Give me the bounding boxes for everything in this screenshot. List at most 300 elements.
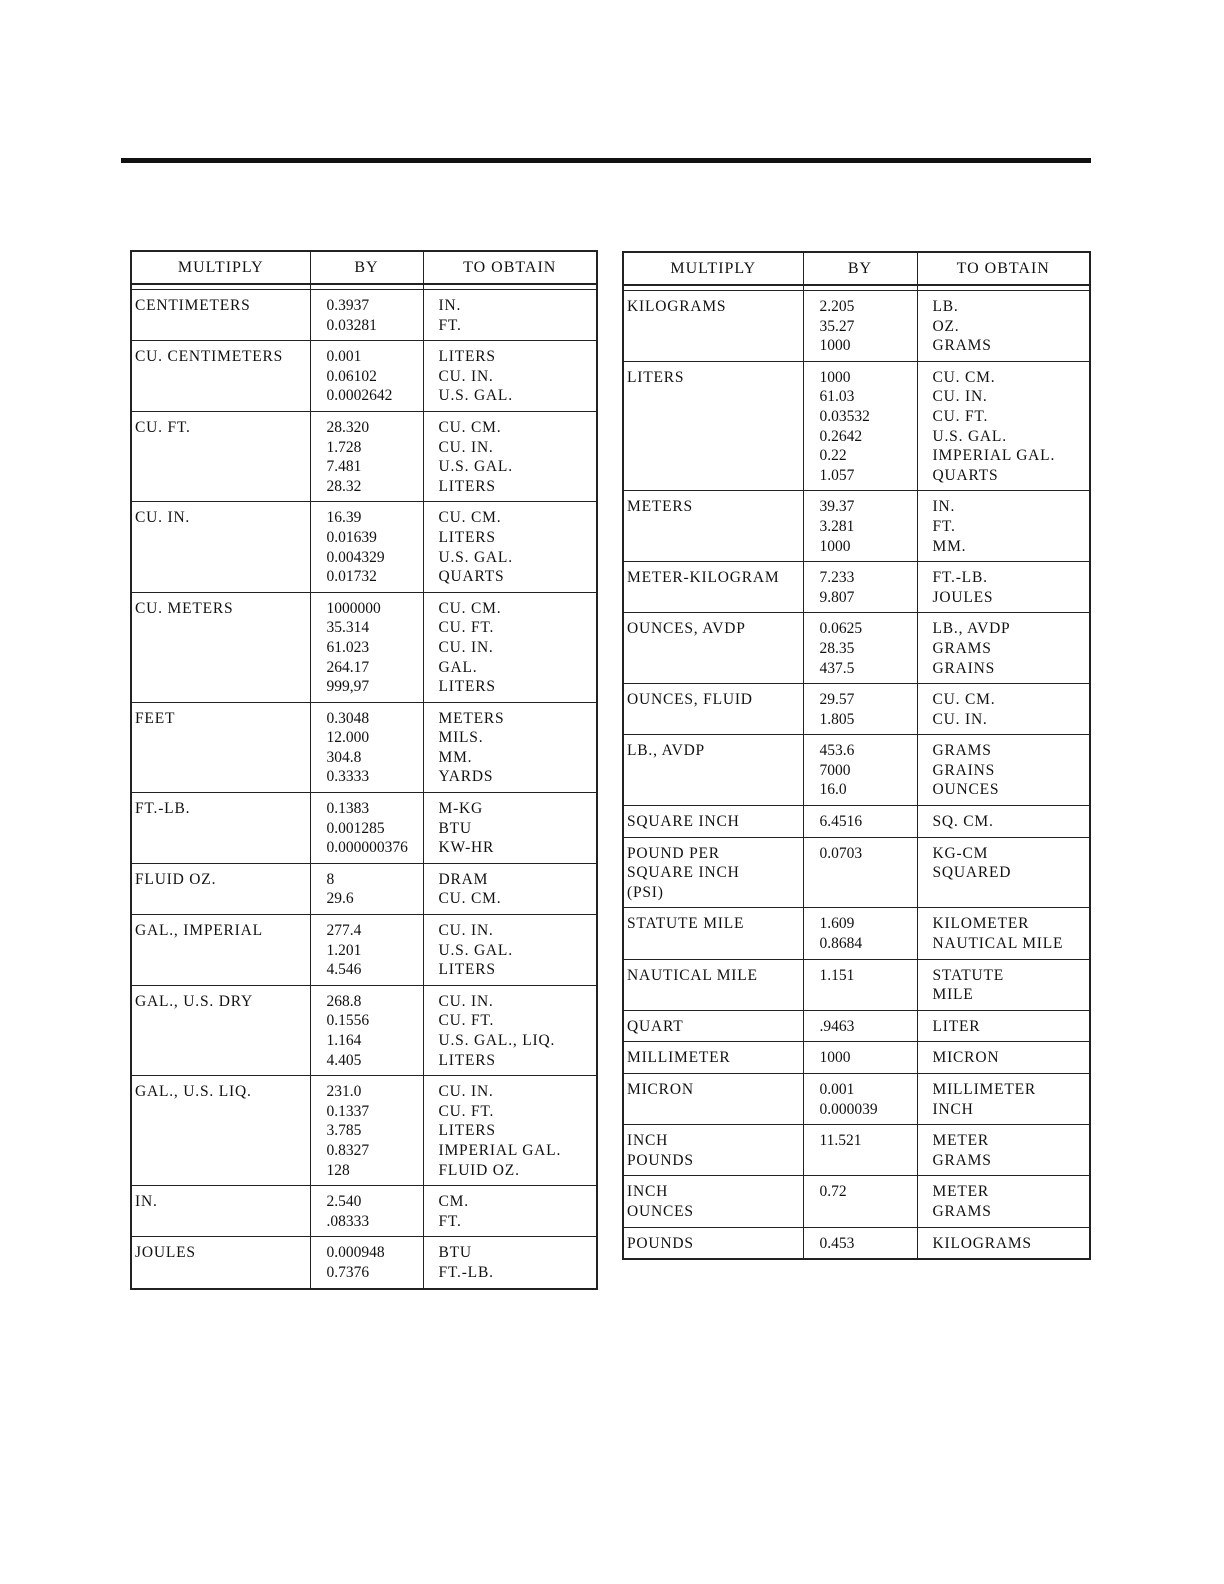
unit-name-cell	[131, 290, 310, 341]
factor-line: 1.609	[819, 915, 855, 933]
factor-line: 0.000000376	[326, 839, 408, 857]
result-unit-cell	[423, 702, 597, 792]
unit-name-line: FT.-LB.	[135, 800, 191, 818]
unit-name-line: SQUARE INCH	[627, 864, 740, 882]
table-row	[623, 959, 1090, 1010]
factor-cell	[310, 985, 423, 1075]
header-to-obtain: TO OBTAIN	[917, 252, 1090, 285]
result-unit-cell	[917, 1125, 1090, 1176]
result-unit-line: CU. IN.	[438, 438, 494, 456]
unit-name-cell	[131, 985, 310, 1075]
unit-name-line: MICRON	[627, 1081, 694, 1098]
table-row	[623, 1227, 1090, 1259]
unit-name-line: GAL., U.S. LIQ.	[135, 1083, 252, 1101]
factor-cell	[803, 1227, 917, 1259]
unit-name-cell	[623, 735, 803, 806]
factor-line: 4.405	[326, 1051, 362, 1069]
factor-cell	[310, 502, 423, 592]
result-unit-line: IN.	[438, 297, 462, 314]
result-unit-line: CU. CM.	[438, 509, 502, 527]
factor-line: 0.001	[326, 348, 362, 366]
factor-cell	[803, 959, 917, 1010]
result-unit-line: METER	[932, 1132, 990, 1150]
result-unit-cell	[917, 837, 1090, 908]
factor-line: 29.57	[819, 691, 855, 709]
factor-cell	[310, 290, 423, 341]
unit-name-line: STATUTE MILE	[627, 915, 745, 933]
result-unit-line: CU. CM.	[932, 368, 996, 386]
result-unit-cell	[917, 1074, 1090, 1125]
header-row	[131, 251, 597, 284]
table-row	[623, 837, 1090, 908]
table-row	[131, 863, 597, 914]
unit-name-line: SQUARE INCH	[627, 813, 740, 831]
table-row	[623, 1176, 1090, 1227]
table-row	[131, 502, 597, 592]
result-unit-line: LITERS	[438, 1051, 496, 1069]
unit-name-line: FLUID OZ.	[135, 870, 217, 888]
header-row	[623, 252, 1090, 285]
result-unit-line: FT.	[438, 1212, 462, 1230]
table-row	[623, 735, 1090, 806]
factor-cell	[310, 702, 423, 792]
factor-line: 28.320	[326, 418, 370, 436]
result-unit-line: GRAMS	[932, 1202, 992, 1220]
factor-line: 4.546	[326, 961, 362, 979]
factor-line: 128	[326, 1161, 350, 1179]
result-unit-line: CU. IN.	[932, 388, 988, 406]
table-row	[131, 985, 597, 1075]
result-unit-line: SQUARED	[932, 864, 1012, 882]
unit-name-cell	[131, 915, 310, 986]
factor-line: 0.001	[819, 1081, 855, 1098]
table-row	[131, 1186, 597, 1237]
result-unit-line: U.S. GAL., LIQ.	[438, 1032, 556, 1049]
result-unit-line: CU. IN.	[438, 367, 494, 385]
unit-name-line: INCH	[627, 1132, 669, 1150]
result-unit-cell	[423, 502, 597, 592]
result-unit-line: GAL.	[438, 658, 478, 676]
factor-line: 39.37	[819, 498, 855, 516]
unit-name-cell	[623, 1010, 803, 1042]
result-unit-line: QUARTS	[932, 466, 999, 484]
result-unit-line: GRAMS	[932, 337, 992, 355]
result-unit-line: MILE	[932, 986, 974, 1004]
unit-name-line: POUNDS	[627, 1234, 694, 1252]
unit-name-cell	[623, 1176, 803, 1227]
unit-name-cell	[623, 684, 803, 735]
factor-line: 1000000	[326, 599, 381, 617]
result-unit-cell	[423, 985, 597, 1075]
result-unit-line: U.S. GAL.	[438, 458, 513, 476]
unit-name-line: CU. IN.	[135, 509, 191, 527]
result-unit-line: CM.	[438, 1193, 469, 1211]
unit-name-cell	[623, 1042, 803, 1074]
factor-cell	[803, 491, 917, 562]
factor-cell	[803, 908, 917, 959]
result-unit-line: CU. CM.	[438, 890, 502, 908]
factor-cell	[310, 592, 423, 702]
unit-name-cell	[623, 562, 803, 613]
unit-name-line: KILOGRAMS	[627, 298, 727, 315]
unit-name-cell	[131, 1076, 310, 1186]
unit-name-line: FEET	[135, 709, 176, 727]
result-unit-line: INCH	[932, 1100, 974, 1118]
unit-name-line: IN.	[135, 1193, 158, 1211]
result-unit-line: IMPERIAL GAL.	[438, 1141, 562, 1159]
result-unit-cell	[917, 735, 1090, 806]
result-unit-line: U.S. GAL.	[438, 941, 513, 959]
factor-line: 0.001285	[326, 819, 385, 837]
result-unit-line: OZ.	[932, 317, 960, 335]
unit-name-cell	[131, 411, 310, 501]
result-unit-cell	[423, 341, 597, 412]
result-unit-line: KW-HR	[438, 839, 495, 857]
factor-line: 304.8	[326, 748, 362, 766]
result-unit-line: GRAINS	[932, 659, 996, 677]
factor-line: 0.03532	[819, 407, 870, 425]
result-unit-line: CU. FT.	[932, 407, 989, 425]
factor-line: 0.004329	[326, 548, 385, 566]
factor-line: 7.481	[326, 458, 362, 476]
factor-line: 7.233	[819, 569, 855, 587]
result-unit-line: CU. IN.	[932, 710, 988, 728]
factor-line: 437.5	[819, 659, 855, 677]
header-to-obtain: TO OBTAIN	[423, 251, 597, 284]
table-row	[623, 908, 1090, 959]
factor-line: 7000	[819, 761, 851, 779]
unit-name-line: QUART	[627, 1017, 684, 1035]
factor-line: 1.201	[326, 941, 362, 959]
result-unit-line: CU. CM.	[932, 691, 996, 709]
factor-line: 6.4516	[819, 813, 863, 831]
result-unit-line: LITERS	[438, 678, 496, 696]
table-row	[623, 1125, 1090, 1176]
table-row	[623, 491, 1090, 562]
result-unit-line: QUARTS	[438, 568, 505, 586]
result-unit-line: KILOMETER	[932, 915, 1030, 933]
result-unit-line: FT.-LB.	[932, 569, 988, 587]
factor-cell	[803, 837, 917, 908]
result-unit-line: U.S. GAL.	[438, 387, 513, 405]
result-unit-line: CU. FT.	[438, 1102, 495, 1120]
table-row	[131, 290, 597, 341]
unit-name-line: CU. FT.	[135, 418, 191, 436]
table-row	[623, 361, 1090, 491]
unit-name-cell	[623, 613, 803, 684]
result-unit-line: LITERS	[438, 528, 496, 546]
result-unit-line: M-KG	[438, 800, 484, 818]
result-unit-line: CU. IN.	[438, 1083, 494, 1101]
result-unit-line: GRAMS	[932, 639, 992, 657]
unit-name-cell	[623, 959, 803, 1010]
result-unit-cell	[423, 411, 597, 501]
table-row	[623, 684, 1090, 735]
factor-cell	[310, 1237, 423, 1289]
table-row	[131, 592, 597, 702]
factor-line: 1.728	[326, 438, 362, 456]
result-unit-line: LB.	[932, 298, 959, 315]
factor-cell	[803, 613, 917, 684]
result-unit-line: MM.	[438, 748, 473, 766]
result-unit-cell	[423, 1237, 597, 1289]
unit-name-cell	[623, 361, 803, 491]
factor-cell	[803, 806, 917, 838]
result-unit-line: CU. IN.	[438, 992, 494, 1010]
result-unit-cell	[917, 908, 1090, 959]
result-unit-cell	[917, 361, 1090, 491]
unit-name-cell	[623, 837, 803, 908]
unit-name-cell	[623, 291, 803, 362]
result-unit-cell	[423, 793, 597, 864]
result-unit-line: GRAMS	[932, 1151, 992, 1169]
factor-cell	[310, 1076, 423, 1186]
table-row	[131, 1237, 597, 1289]
result-unit-cell	[423, 915, 597, 986]
unit-name-line: OUNCES, FLUID	[627, 691, 753, 709]
factor-line: 9.807	[819, 588, 855, 606]
factor-line: 1000	[819, 368, 851, 386]
left-table-body	[131, 284, 597, 1289]
result-unit-line: CU. FT.	[438, 619, 495, 637]
result-unit-cell	[423, 863, 597, 914]
unit-name-line: GAL., IMPERIAL	[135, 922, 263, 940]
factor-line: 0.22	[819, 447, 847, 465]
result-unit-cell	[917, 1176, 1090, 1227]
unit-name-line: LITERS	[627, 368, 685, 386]
factor-line: 0.01732	[326, 568, 377, 586]
result-unit-line: LITERS	[438, 348, 496, 366]
result-unit-cell	[917, 1227, 1090, 1259]
top-rule	[121, 158, 1091, 163]
table-row	[623, 291, 1090, 362]
result-unit-cell	[423, 290, 597, 341]
unit-name-cell	[131, 341, 310, 412]
unit-name-cell	[623, 491, 803, 562]
table-row	[623, 613, 1090, 684]
factor-cell	[803, 684, 917, 735]
factor-line: 0.03281	[326, 316, 377, 334]
unit-name-cell	[131, 863, 310, 914]
unit-name-cell	[131, 702, 310, 792]
result-unit-line: NAUTICAL MILE	[932, 935, 1064, 953]
unit-name-line: POUNDS	[627, 1151, 694, 1169]
result-unit-line: LITERS	[438, 1122, 496, 1140]
factor-line: 28.35	[819, 639, 855, 657]
factor-line: 8	[326, 870, 335, 888]
table-row	[623, 1010, 1090, 1042]
unit-name-line: CU. METERS	[135, 599, 234, 617]
factor-line: 61.023	[326, 638, 370, 656]
result-unit-line: OUNCES	[932, 781, 1000, 799]
result-unit-line: LITERS	[438, 477, 496, 495]
unit-name-cell	[623, 806, 803, 838]
header-by: BY	[310, 251, 423, 284]
result-unit-line: METERS	[438, 709, 505, 727]
result-unit-cell	[423, 1076, 597, 1186]
factor-line: 0.72	[819, 1183, 847, 1201]
result-unit-line: CU. IN.	[438, 638, 494, 656]
right-table-body	[623, 285, 1090, 1259]
factor-cell	[310, 915, 423, 986]
header-multiply: MULTIPLY	[131, 251, 310, 284]
factor-cell	[803, 735, 917, 806]
factor-line: 3.785	[326, 1122, 362, 1140]
factor-cell	[310, 793, 423, 864]
factor-line: 35.27	[819, 317, 855, 335]
result-unit-line: BTU	[438, 1244, 472, 1262]
factor-line: 2.540	[326, 1193, 362, 1211]
unit-name-cell	[131, 502, 310, 592]
factor-line: 0.8327	[326, 1141, 370, 1159]
table-row	[131, 702, 597, 792]
factor-line: 16.0	[819, 781, 847, 799]
factor-line: 264.17	[326, 658, 370, 676]
factor-line: 0.1383	[326, 800, 370, 818]
unit-name-line: METER-KILOGRAM	[627, 569, 780, 587]
factor-line: 0.1556	[326, 1012, 370, 1030]
result-unit-line: DRAM	[438, 870, 489, 888]
factor-cell	[803, 562, 917, 613]
result-unit-line: KILOGRAMS	[932, 1234, 1032, 1252]
factor-line: 61.03	[819, 388, 855, 406]
table-row	[623, 1042, 1090, 1074]
unit-name-line: LB., AVDP	[627, 742, 705, 760]
factor-cell	[803, 1176, 917, 1227]
factor-line: 35.314	[326, 619, 370, 637]
factor-line: 1.057	[819, 466, 855, 484]
factor-line: 28.32	[326, 477, 362, 495]
result-unit-cell	[917, 491, 1090, 562]
result-unit-line: FT.-LB.	[438, 1263, 494, 1281]
factor-line: .08333	[326, 1212, 370, 1230]
unit-name-cell	[131, 592, 310, 702]
factor-line: 0.01639	[326, 528, 377, 546]
factor-line: 1.151	[819, 966, 855, 984]
table-row	[623, 562, 1090, 613]
result-unit-cell	[917, 1010, 1090, 1042]
unit-name-line: GAL., U.S. DRY	[135, 992, 253, 1010]
result-unit-line: GRAMS	[932, 742, 992, 760]
factor-cell	[803, 1010, 917, 1042]
factor-line: 0.8684	[819, 935, 863, 953]
result-unit-cell	[917, 562, 1090, 613]
factor-line: 0.3333	[326, 768, 370, 786]
factor-cell	[310, 1186, 423, 1237]
result-unit-line: IN.	[932, 498, 956, 516]
conversion-table-right	[622, 251, 1091, 1260]
factor-cell	[310, 863, 423, 914]
table-row	[623, 806, 1090, 838]
unit-name-cell	[623, 1227, 803, 1259]
unit-name-line: OUNCES, AVDP	[627, 620, 746, 638]
factor-line: 11.521	[819, 1132, 862, 1150]
result-unit-line: FLUID OZ.	[438, 1161, 520, 1179]
result-unit-line: MILLIMETER	[932, 1081, 1037, 1098]
factor-line: .9463	[819, 1017, 855, 1035]
factor-line: 453.6	[819, 742, 855, 760]
result-unit-line: LITER	[932, 1017, 981, 1035]
result-unit-line: CU. IN.	[438, 922, 494, 940]
factor-line: 0.3048	[326, 709, 370, 727]
result-unit-line: GRAINS	[932, 761, 996, 779]
table-row	[131, 1076, 597, 1186]
result-unit-line: MICRON	[932, 1049, 1000, 1067]
factor-line: 0.000948	[326, 1244, 385, 1262]
result-unit-line: MM.	[932, 537, 967, 555]
factor-line: 0.0625	[819, 620, 863, 638]
result-unit-cell	[917, 684, 1090, 735]
factor-line: 0.06102	[326, 367, 377, 385]
factor-line: 1000	[819, 337, 851, 355]
result-unit-cell	[917, 959, 1090, 1010]
unit-name-line: NAUTICAL MILE	[627, 966, 758, 984]
unit-name-cell	[623, 1074, 803, 1125]
result-unit-cell	[917, 291, 1090, 362]
result-unit-line: FT.	[438, 316, 462, 334]
factor-line: 0.453	[819, 1234, 855, 1252]
factor-cell	[803, 1074, 917, 1125]
factor-line: 0.000039	[819, 1100, 878, 1118]
unit-name-cell	[623, 908, 803, 959]
unit-name-line: METERS	[627, 498, 693, 516]
header-multiply: MULTIPLY	[623, 252, 803, 285]
result-unit-cell	[917, 1042, 1090, 1074]
factor-cell	[310, 411, 423, 501]
unit-name-cell	[131, 1186, 310, 1237]
result-unit-line: U.S. GAL.	[932, 427, 1007, 445]
factor-cell	[803, 291, 917, 362]
factor-line: 1.164	[326, 1032, 362, 1049]
factor-line: 0.0002642	[326, 387, 393, 405]
factor-cell	[803, 1042, 917, 1074]
result-unit-cell	[917, 613, 1090, 684]
unit-name-line: CENTIMETERS	[135, 297, 251, 314]
factor-line: 0.3937	[326, 297, 370, 314]
factor-line: 277.4	[326, 922, 362, 940]
table-row	[131, 915, 597, 986]
unit-name-line: CU. CENTIMETERS	[135, 348, 284, 366]
result-unit-cell	[423, 1186, 597, 1237]
unit-name-line: JOULES	[135, 1244, 196, 1262]
unit-name-line: INCH	[627, 1183, 669, 1201]
result-unit-line: CU. CM.	[438, 599, 502, 617]
factor-line: 0.2642	[819, 427, 863, 445]
table-row	[131, 341, 597, 412]
result-unit-line: LITERS	[438, 961, 496, 979]
factor-cell	[310, 341, 423, 412]
result-unit-cell	[423, 592, 597, 702]
unit-name-cell	[131, 1237, 310, 1289]
header-by: BY	[803, 252, 917, 285]
unit-name-line: OUNCES	[627, 1202, 694, 1220]
factor-line: 268.8	[326, 992, 362, 1010]
result-unit-cell	[917, 806, 1090, 838]
factor-line: 999,97	[326, 678, 370, 696]
unit-name-line: POUND PER	[627, 844, 720, 862]
result-unit-line: SQ. CM.	[932, 813, 994, 831]
table-row	[623, 1074, 1090, 1125]
factor-line: 0.0703	[819, 844, 863, 862]
factor-cell	[803, 361, 917, 491]
factor-line: 231.0	[326, 1083, 362, 1101]
factor-cell	[803, 1125, 917, 1176]
unit-name-cell	[131, 793, 310, 864]
factor-line: 1000	[819, 537, 851, 555]
result-unit-line: METER	[932, 1183, 990, 1201]
result-unit-line: FT.	[932, 517, 956, 535]
result-unit-line: U.S. GAL.	[438, 548, 513, 566]
